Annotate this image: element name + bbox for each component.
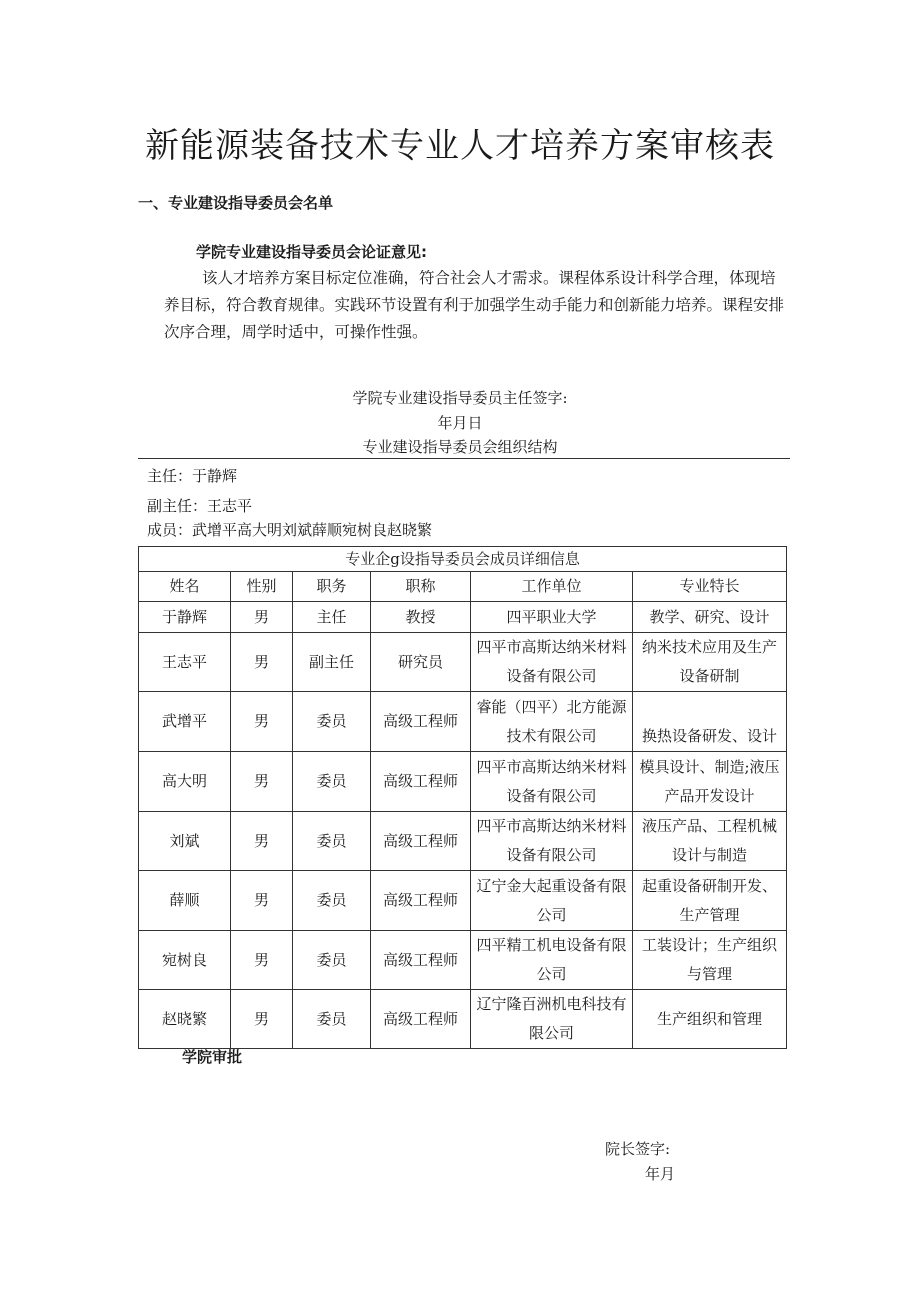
cell-unit: 睿能（四平）北方能源技术有限公司 [471, 692, 633, 752]
table-row [139, 752, 787, 812]
cell-unit: 辽宁金大起重设备有限公司 [471, 871, 633, 931]
table-row [139, 602, 787, 633]
cell-name: 宛树良 [139, 931, 231, 990]
cell-unit: 四平职业大学 [471, 602, 633, 633]
cell-position: 委员 [293, 931, 371, 990]
cell-specialty: 生产组织和管理 [633, 990, 787, 1049]
cell-position: 委员 [293, 752, 371, 812]
cell-title: 高级工程师 [371, 990, 471, 1049]
divider [138, 458, 790, 459]
cell-unit: 四平市高斯达纳米材料设备有限公司 [471, 752, 633, 812]
chair-line: 主任：于静辉 [147, 467, 238, 485]
cell-gender: 男 [231, 633, 293, 692]
table-row [139, 812, 787, 871]
cell-gender: 男 [231, 602, 293, 633]
vice-chair-line: 副主任：王志平 [147, 497, 253, 515]
approval-label: 学院审批 [182, 1048, 243, 1066]
cell-title: 高级工程师 [371, 692, 471, 752]
cell-title: 高级工程师 [371, 931, 471, 990]
cell-gender: 男 [231, 692, 293, 752]
cell-specialty: 换热设备研发、设计 [633, 692, 787, 752]
cell-specialty: 起重设备研制开发、生产管理 [633, 871, 787, 931]
header-title: 职称 [371, 572, 471, 602]
director-signature-label: 学院专业建设指导委员主任签字: [352, 389, 568, 407]
table-row [139, 871, 787, 931]
table-header-row [139, 572, 787, 602]
cell-unit: 四平市高斯达纳米材料设备有限公司 [471, 633, 633, 692]
cell-name: 武增平 [139, 692, 231, 752]
cell-unit: 四平市高斯达纳米材料设备有限公司 [471, 812, 633, 871]
dean-date: 年月 [645, 1165, 676, 1183]
cell-position: 委员 [293, 812, 371, 871]
section-heading-committee: 一、专业建设指导委员会名单 [138, 194, 334, 212]
opinion-label: 学院专业建设指导委员会论证意见: [196, 243, 428, 261]
members-table [138, 546, 787, 1049]
members-line: 成员：武增平高大明刘斌薛顺宛树良赵晓繁 [147, 521, 433, 539]
cell-gender: 男 [231, 871, 293, 931]
table-caption-row [139, 547, 787, 572]
cell-name: 赵晓繁 [139, 990, 231, 1049]
page-title: 新能源装备技术专业人才培养方案审核表 [145, 126, 775, 166]
cell-unit: 四平精工机电设备有限公司 [471, 931, 633, 990]
org-structure-title: 专业建设指导委员会组织结构 [362, 438, 558, 456]
cell-unit: 辽宁隆百洲机电科技有限公司 [471, 990, 633, 1049]
cell-title: 高级工程师 [371, 752, 471, 812]
header-name: 姓名 [139, 572, 231, 602]
table-caption: 专业企g设指导委员会成员详细信息 [139, 547, 787, 572]
cell-gender: 男 [231, 812, 293, 871]
cell-name: 刘斌 [139, 812, 231, 871]
cell-name: 高大明 [139, 752, 231, 812]
table-row [139, 633, 787, 692]
cell-title: 高级工程师 [371, 871, 471, 931]
cell-specialty: 教学、研究、设计 [633, 602, 787, 633]
cell-position: 委员 [293, 692, 371, 752]
cell-position: 主任 [293, 602, 371, 633]
cell-gender: 男 [231, 752, 293, 812]
cell-name: 薛顺 [139, 871, 231, 931]
table-row [139, 692, 787, 752]
dean-signature-label: 院长签字: [605, 1140, 671, 1158]
opinion-text: 该人才培养方案目标定位准确，符合社会人才需求。课程体系设计科学合理，体现培养目标，符合教育规律。实践环节设置有利于加强学生动手能力和创新能力培养。课程安排次序合理，周学时适中，可操作性强。 [164, 269, 785, 341]
header-position: 职务 [293, 572, 371, 602]
cell-name: 王志平 [139, 633, 231, 692]
cell-gender: 男 [231, 990, 293, 1049]
cell-position: 委员 [293, 990, 371, 1049]
table-row [139, 931, 787, 990]
header-gender: 性别 [231, 572, 293, 602]
header-unit: 工作单位 [471, 572, 633, 602]
cell-specialty: 工装设计；生产组织与管理 [633, 931, 787, 990]
cell-specialty: 模具设计、制造;液压产品开发设计 [633, 752, 787, 812]
date-line: 年月日 [437, 414, 483, 432]
header-specialty: 专业特长 [633, 572, 787, 602]
cell-position: 委员 [293, 871, 371, 931]
cell-gender: 男 [231, 931, 293, 990]
cell-position: 副主任 [293, 633, 371, 692]
cell-title: 高级工程师 [371, 812, 471, 871]
table-row [139, 990, 787, 1049]
cell-title: 教授 [371, 602, 471, 633]
cell-specialty: 纳米技术应用及生产设备研制 [633, 633, 787, 692]
cell-title: 研究员 [371, 633, 471, 692]
cell-name: 于静辉 [139, 602, 231, 633]
cell-specialty: 液压产品、工程机械设计与制造 [633, 812, 787, 871]
